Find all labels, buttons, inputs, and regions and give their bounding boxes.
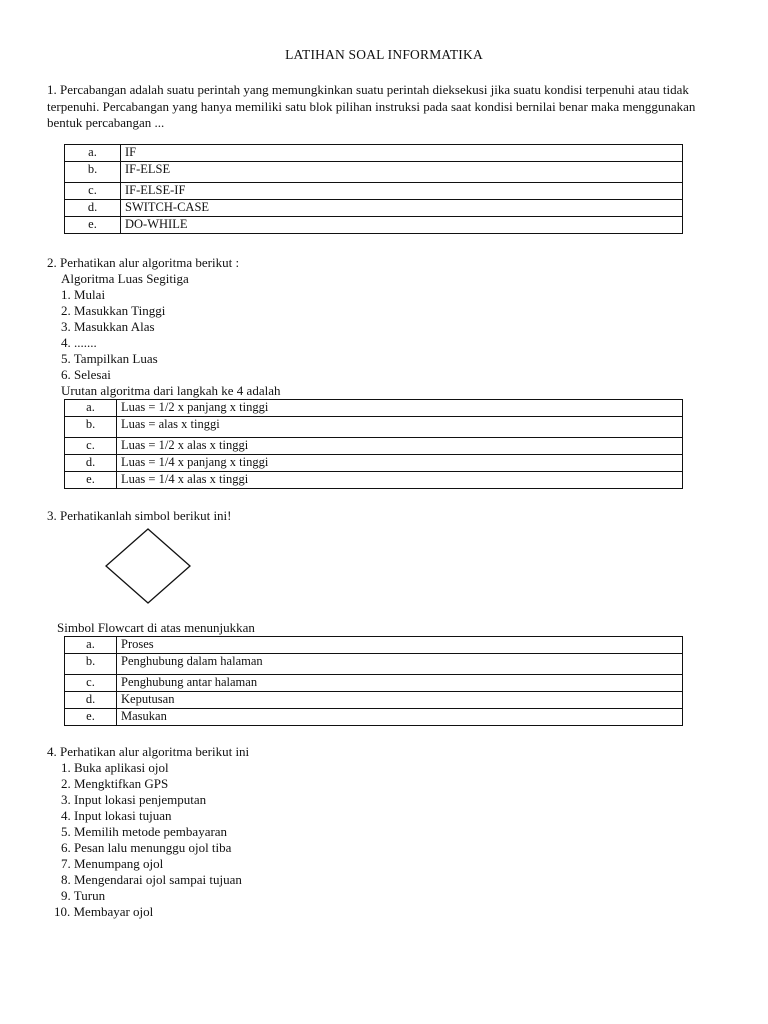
option-row[interactable] xyxy=(65,145,683,162)
question-3-prompt: Simbol Flowcart di atas menunjukkan xyxy=(57,620,255,635)
option-text: Keputusan xyxy=(117,692,683,709)
option-row[interactable] xyxy=(65,472,683,489)
algorithm-step: 3. Input lokasi penjemputan xyxy=(61,792,207,807)
option-letter: e. xyxy=(65,472,117,489)
option-text: Luas = alas x tinggi xyxy=(117,417,683,438)
option-letter: b. xyxy=(65,417,117,438)
algorithm-step: 9. Turun xyxy=(61,888,106,903)
question-3-intro: 3. Perhatikanlah simbol berikut ini! xyxy=(47,508,232,523)
option-text: Luas = 1/4 x alas x tinggi xyxy=(117,472,683,489)
page-title: LATIHAN SOAL INFORMATIKA xyxy=(285,47,483,62)
option-letter: d. xyxy=(65,455,117,472)
algorithm-step: 4. Input lokasi tujuan xyxy=(61,808,172,823)
option-text: IF-ELSE xyxy=(121,162,683,183)
question-3-options xyxy=(64,636,683,726)
option-text: Luas = 1/2 x panjang x tinggi xyxy=(117,400,683,417)
question-4-intro: 4. Perhatikan alur algoritma berikut ini xyxy=(47,744,250,759)
option-row[interactable] xyxy=(65,438,683,455)
algorithm-step: 1. Mulai xyxy=(61,287,106,302)
option-row[interactable] xyxy=(65,692,683,709)
option-letter: c. xyxy=(65,438,117,455)
algorithm-step: 10. Membayar ojol xyxy=(54,904,154,919)
algorithm-step: 5. Memilih metode pembayaran xyxy=(61,824,228,839)
option-letter: c. xyxy=(65,675,117,692)
algorithm-step: 7. Menumpang ojol xyxy=(61,856,164,871)
option-row[interactable] xyxy=(65,183,683,200)
option-row[interactable] xyxy=(65,200,683,217)
option-row[interactable] xyxy=(65,709,683,726)
question-1-options xyxy=(64,144,683,234)
algorithm-step: 5. Tampilkan Luas xyxy=(61,351,158,366)
option-text: Proses xyxy=(117,637,683,654)
option-letter: b. xyxy=(65,654,117,675)
option-row[interactable] xyxy=(65,637,683,654)
question-2-prompt: Urutan algoritma dari langkah ke 4 adalah xyxy=(61,383,281,398)
algorithm-step: 6. Pesan lalu menunggu ojol tiba xyxy=(61,840,232,855)
option-text: Masukan xyxy=(117,709,683,726)
option-letter: a. xyxy=(65,400,117,417)
option-letter: a. xyxy=(65,637,117,654)
option-text: Luas = 1/2 x alas x tinggi xyxy=(117,438,683,455)
option-text: Penghubung antar halaman xyxy=(117,675,683,692)
question-2-intro: 2. Perhatikan alur algoritma berikut : xyxy=(47,255,240,270)
algorithm-step: 6. Selesai xyxy=(61,367,111,382)
option-letter: d. xyxy=(65,200,121,217)
option-letter: b. xyxy=(65,162,121,183)
option-letter: d. xyxy=(65,692,117,709)
option-letter: a. xyxy=(65,145,121,162)
algorithm-step: 1. Buka aplikasi ojol xyxy=(61,760,169,775)
option-row[interactable] xyxy=(65,455,683,472)
algorithm-step: 8. Mengendarai ojol sampai tujuan xyxy=(61,872,242,887)
option-letter: e. xyxy=(65,709,117,726)
algorithm-step: 2. Masukkan Tinggi xyxy=(61,303,166,318)
algorithm-step: 4. ....... xyxy=(61,335,97,350)
algorithm-step: 3. Masukkan Alas xyxy=(61,319,155,334)
option-row[interactable] xyxy=(65,654,683,675)
option-text: IF xyxy=(121,145,683,162)
option-text: IF-ELSE-IF xyxy=(121,183,683,200)
option-text: Luas = 1/4 x panjang x tinggi xyxy=(117,455,683,472)
option-text: DO-WHILE xyxy=(121,217,683,234)
decision-diamond-symbol xyxy=(104,527,192,605)
option-text: Penghubung dalam halaman xyxy=(117,654,683,675)
question-1-text: 1. Percabangan adalah suatu perintah yang memungkinkan suatu perintah dieksekusi jika suatu kondisi terpenuhi atau tidak terpenuhi. Percabangan yang hanya memiliki satu blok pilihan instruksi pada saat kondisi bernilai benar maka menggunakan bentuk percabangan ... xyxy=(47,82,696,130)
option-letter: c. xyxy=(65,183,121,200)
option-row[interactable] xyxy=(65,217,683,234)
algorithm-step: 2. Mengktifkan GPS xyxy=(61,776,169,791)
option-row[interactable] xyxy=(65,400,683,417)
algorithm-title: Algoritma Luas Segitiga xyxy=(61,271,189,286)
option-row[interactable] xyxy=(65,675,683,692)
option-text: SWITCH-CASE xyxy=(121,200,683,217)
option-row[interactable] xyxy=(65,417,683,438)
option-letter: e. xyxy=(65,217,121,234)
option-row[interactable] xyxy=(65,162,683,183)
question-2-options xyxy=(64,399,683,489)
